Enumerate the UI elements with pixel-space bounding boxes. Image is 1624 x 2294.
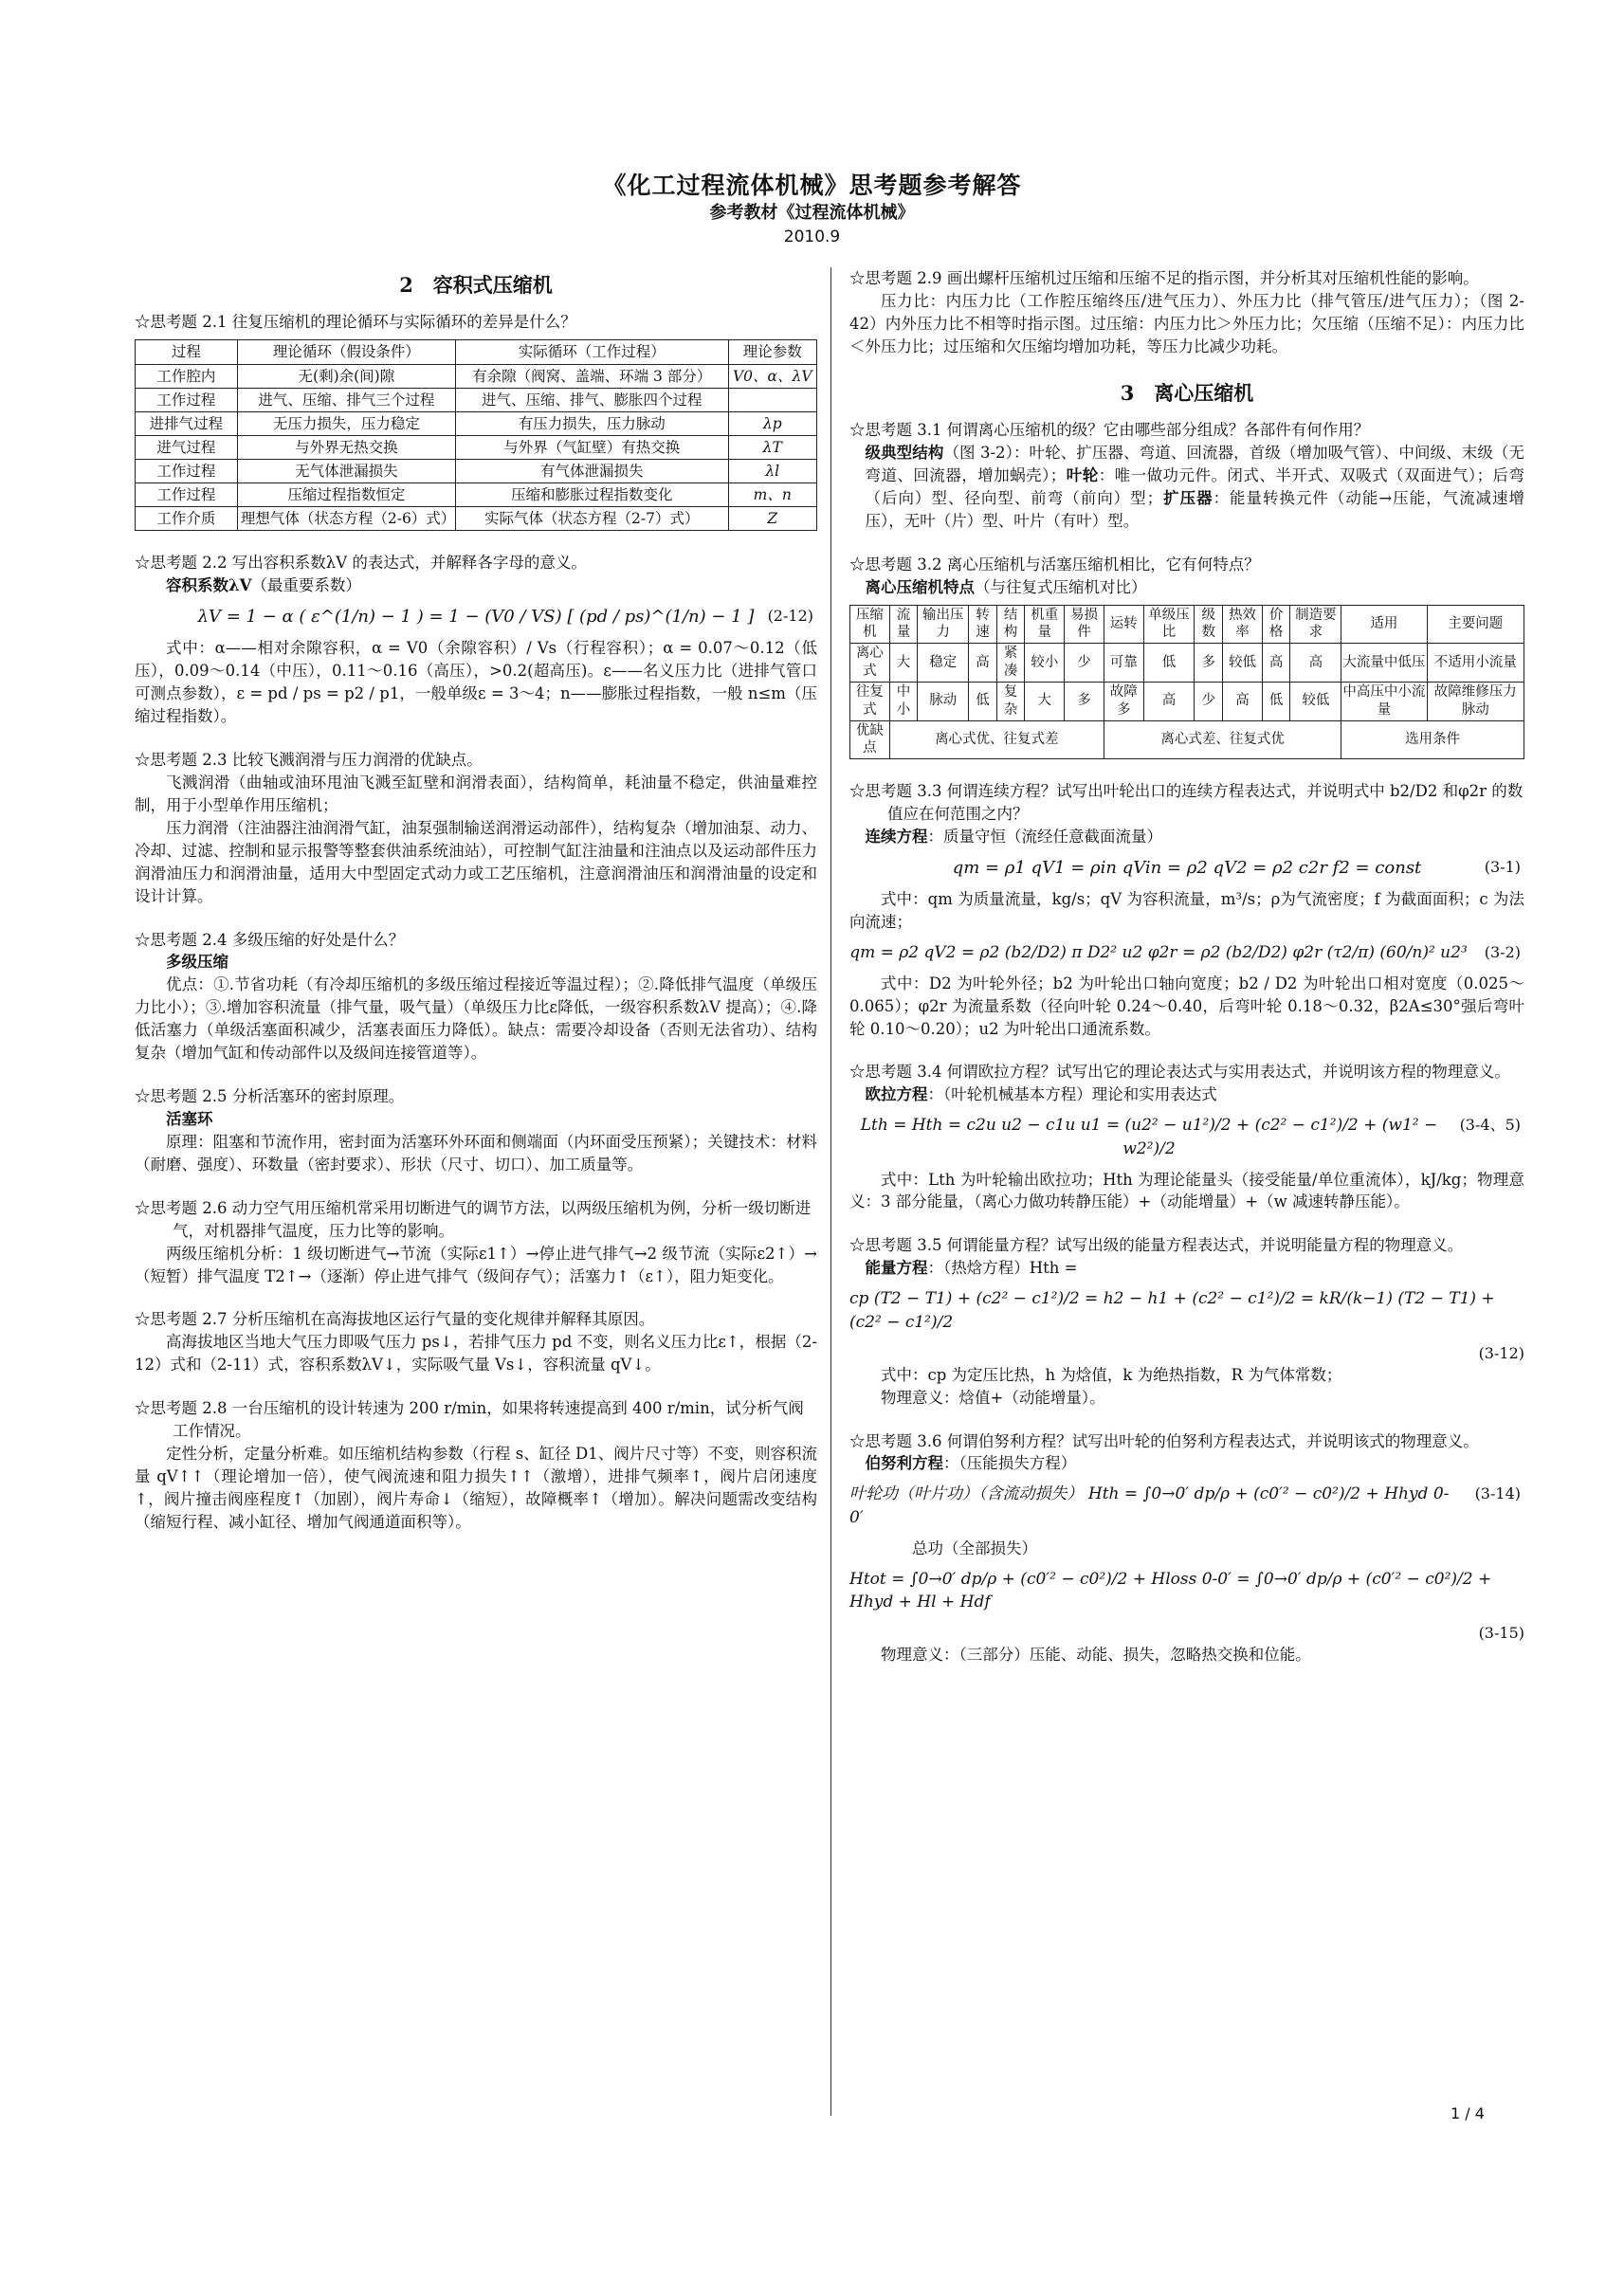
table-cell: 故障多: [1104, 682, 1143, 720]
table-row: [136, 388, 817, 411]
table-header-cell: 易损件: [1065, 605, 1104, 644]
table-row: [136, 435, 817, 459]
table-cell: 高: [1223, 682, 1263, 720]
paragraph-fragment: （图 3-2）：叶轮、扩压器、弯道、回流器，首级（增加吸气管）、中间级、末级（无弯道、回流器，增加蜗壳）；: [865, 444, 1524, 484]
table-cell: 离心式优、往复式差: [889, 720, 1104, 759]
table-cell: 离心式: [850, 644, 890, 683]
table-cell: 优缺点: [850, 720, 890, 759]
table-row: [136, 364, 817, 388]
formula-text: qm = ρ2 qV2 = ρ2 (b2/D2) π D2² u2 φ2r = ρ2 (b2/D2) φ2r (τ2/π) (60/n)² u2³: [849, 943, 1468, 963]
equation-number: (3-14): [1474, 1484, 1521, 1503]
table-cell: 复杂: [996, 682, 1025, 720]
keyword: 扩压器: [1162, 488, 1213, 507]
question-2-5: [135, 1085, 817, 1176]
table-header-cell: 适用: [1341, 605, 1427, 644]
table-header-cell: 理论参数: [728, 340, 816, 364]
table-cell: 进气、压缩、排气三个过程: [237, 388, 455, 411]
table-row: [850, 682, 1524, 720]
question-2-3: [135, 749, 817, 907]
table-header-cell: 主要问题: [1427, 605, 1524, 644]
table-cell: 有气体泄漏损失: [455, 460, 728, 483]
table-cell: 故障维修压力脉动: [1427, 682, 1524, 720]
table-header-cell: 压缩机: [850, 605, 890, 644]
question-text: ☆思考题 2.5 分析活塞环的密封原理。: [135, 1087, 405, 1106]
paragraph: 物理意义：焓值+（动能增量）。: [881, 1388, 1105, 1407]
table-cell: 少: [1195, 682, 1223, 720]
table-cell: 工作过程: [136, 483, 238, 507]
question-text: ☆思考题 2.1 往复压缩机的理论循环与实际循环的差异是什么？: [135, 313, 576, 332]
paragraph-fragment: ：唯一做功元件。闭式、半开式、双吸式（双面进气）；后弯（后向）型、径向型、前弯（前向）型；: [865, 465, 1525, 507]
table-header-cell: 理论循环（假设条件）: [237, 340, 455, 364]
document-subtitle: 参考教材《过程流体机械》: [709, 203, 915, 223]
table-cell: 工作腔内: [136, 364, 238, 388]
table-cell: 少: [1065, 644, 1104, 683]
keyword: 活塞环: [166, 1110, 213, 1129]
table-cell: λl: [728, 460, 816, 483]
table-cell: 大流量中低压: [1341, 644, 1427, 683]
formula-3-14: [849, 1483, 1524, 1529]
question-2-8: [135, 1397, 817, 1534]
question-text: ☆思考题 2.7 分析压缩机在高海拔地区运行气量的变化规律并解释其原因。: [135, 1310, 655, 1329]
question-2-1: [135, 311, 817, 531]
paragraph: 原理：阻塞和节流作用，密封面为活塞环外环面和侧端面（内环面受压预紧）；关键技术：材料（耐磨、强度）、环数量（密封要求）、形状（尺寸、切口）、加工质量等。: [135, 1132, 817, 1174]
table-cell: 压缩过程指数恒定: [237, 483, 455, 507]
table-cell: 工作介质: [136, 507, 238, 531]
equation-number: (3-2): [1484, 943, 1521, 962]
table-cell: 有余隙（阀窝、盖端、环端 3 部分）: [455, 364, 728, 388]
question-3-6: [849, 1430, 1524, 1666]
page-number: 1 / 4: [1451, 2104, 1485, 2122]
table-header-cell: 机重量: [1025, 605, 1065, 644]
table-header-cell: 转速: [969, 605, 997, 644]
table-cell: 多: [1195, 644, 1223, 683]
right-column: [849, 267, 1524, 1687]
table-cell: 中高压中小流量: [1341, 682, 1427, 720]
keyword: 伯努利方程: [865, 1454, 943, 1473]
question-3-5: [849, 1234, 1524, 1409]
table-cell: 低: [969, 682, 997, 720]
keyword: 多级压缩: [166, 953, 228, 972]
table-cell: Z: [728, 507, 816, 531]
table-cell: λp: [728, 411, 816, 435]
table-cell: 往复式: [850, 682, 890, 720]
paragraph: 式中：α——相对余隙容积，α = V0（余隙容积）/ Vs（行程容积）；α = 0.07～0.12（低压），0.09～0.14（中压），0.11～0.16（高压），>0.2(超高压)。ε——名义压力比（进排气管口可测点参数），ε = pd / ps = p2 / p1，一般单级ε = 3～4；n——膨胀过程指数，一般 n≤m（压缩过程指数）。: [135, 639, 817, 726]
table-header-cell: 结构: [996, 605, 1025, 644]
table-cell: 高: [969, 644, 997, 683]
formula-2-12: [135, 605, 817, 629]
table-row: [136, 507, 817, 531]
question-2-6: [135, 1197, 817, 1288]
question-3-4: [849, 1061, 1524, 1213]
table-cell: 较低: [1223, 644, 1263, 683]
formula-text: qm = ρ1 qV1 = ρin qVin = ρ2 qV2 = ρ2 c2r f2 = const: [952, 858, 1422, 879]
table-header-row: [136, 340, 817, 364]
question-text: ☆思考题 2.4 多级压缩的好处是什么？: [135, 930, 405, 949]
question-text: ☆思考题 2.9 画出螺杆压缩机过压缩和压缩不足的指示图，并分析其对压缩机性能的影响。: [849, 269, 1479, 287]
question-text: ☆思考题 2.6 动力空气用压缩机常采用切断进气的调节方法，以两级压缩机为例，分析一级切断进气，对机器排气温度，压力比等的影响。: [135, 1198, 812, 1240]
table-cell: 无气体泄漏损失: [237, 460, 455, 483]
equation-number: (2-12): [767, 607, 813, 626]
question-2-4: [135, 929, 817, 1065]
keyword-note: （与往复式压缩机对比）: [975, 577, 1147, 596]
table-cell: 选用条件: [1341, 720, 1524, 759]
table-cell: 低: [1262, 682, 1290, 720]
paragraph: 式中：cp 为定压比热，h 为焓值，k 为绝热指数，R 为气体常数；: [881, 1365, 1342, 1384]
table-header-cell: 热效率: [1223, 605, 1263, 644]
paragraph: 物理意义：（三部分）压能、动能、损失，忽略热交换和位能。: [881, 1646, 1311, 1665]
left-column: [135, 267, 817, 1555]
question-3-3: [849, 780, 1524, 1040]
paragraph: 压力比：内压力比（工作腔压缩终压/进气压力）、外压力比（排气管压/进气压力）；（图 2-42）内外压力比不相等时指示图。过压缩：内压力比＞外压力比；欠压缩（压缩不足）：内压力比＜外压力比；过压缩和欠压缩均增加功耗，等压力比减少功耗。: [849, 291, 1524, 355]
table-cell: 高: [1262, 644, 1290, 683]
question-3-1: [849, 419, 1524, 533]
keyword-note: ：质量守恒（流经任意截面流量）: [927, 828, 1162, 847]
paragraph: 式中：Lth 为叶轮输出欧拉功；Hth 为理论能量头（接受能量/单位重流体），kJ/kg；物理意义：3 部分能量，（离心力做功转静压能）+（动能增量）+（w 减速转静压能）。: [849, 1170, 1524, 1211]
document-date: 2010.9: [783, 228, 841, 246]
table-cell: 工作过程: [136, 388, 238, 411]
paragraph: 压力润滑（注油器注油润滑气缸，油泵强制输送润滑运动部件），结构复杂（增加油泵、动力、冷却、过滤、控制和显示报警等整套供油系统油站），可控制气缸注油量和注油点以及运动部件压力润滑油压力和润滑油量，适用大中型固定式动力或工艺压缩机，注意润滑油压和润滑油量的设定和设计计算。: [135, 818, 817, 905]
keyword: 连续方程: [865, 828, 928, 847]
keyword: 欧拉方程: [865, 1085, 928, 1104]
cycle-comparison-table: [135, 339, 817, 531]
question-text: ☆思考题 3.5 何谓能量方程？试写出级的能量方程表达式，并说明能量方程的物理意义。: [849, 1236, 1464, 1255]
formula-text: λV = 1 − α ( ε^(1/n) − 1 ) = 1 − (V0 / VS) [ (pd / ps)^(1/n) − 1 ]: [197, 607, 755, 628]
table-cell: 可靠: [1104, 644, 1143, 683]
question-text: ☆思考题 2.8 一台压缩机的设计转速为 200 r/min，如果将转速提高到 400 r/min，试分析气阀工作情况。: [135, 1399, 804, 1441]
question-text: ☆思考题 2.2 写出容积系数λV 的表达式，并解释各字母的意义。: [135, 554, 587, 573]
table-cell: 脉动: [918, 682, 969, 720]
formula-3-1: [849, 856, 1524, 881]
question-text: ☆思考题 3.1 何谓离心压缩机的级？它由哪些部分组成？各部件有何作用？: [849, 421, 1370, 440]
question-3-2: [849, 554, 1524, 760]
paragraph: 高海拔地区当地大气压力即吸气压力 ps↓，若排气压力 pd 不变，则名义压力比ε↑，根据（2-12）式和（2-11）式，容积系数λV↓，实际吸气量 Vs↓，容积流量 qV↓。: [135, 1333, 817, 1375]
equation-number: (3-1): [1484, 858, 1521, 877]
table-header-cell: 实际循环（工作过程）: [455, 340, 728, 364]
table-cell: 无(剩)余(间)隙: [237, 364, 455, 388]
formula-text: Lth = Hth = c2u u2 − c1u u1 = (u2² − u1²)/2 + (c2² − c1²)/2 + (w1² − w2²)/2: [860, 1116, 1438, 1158]
subheading: 总功（全部损失）: [912, 1538, 1037, 1557]
formula-text: cp (T2 − T1) + (c2² − c1²)/2 = h2 − h1 + (c2² − c1²)/2 = kR/(k−1) (T2 − T1) + (c2² − c1²)/2: [849, 1289, 1495, 1332]
column-divider: [830, 267, 831, 2116]
table-header-cell: 制造要求: [1290, 605, 1341, 644]
table-cell: λT: [728, 435, 816, 459]
table-cell: 实际气体（状态方程（2-7）式）: [455, 507, 728, 531]
table-cell: V0、α、λV: [728, 364, 816, 388]
table-cell: 无压力损失，压力稳定: [237, 411, 455, 435]
table-cell: 紧凑: [996, 644, 1025, 683]
keyword: 叶轮: [1066, 465, 1099, 484]
paragraph: 式中：qm 为质量流量，kg/s；qV 为容积流量，m³/s；ρ为气流密度；f 为截面面积；c 为法向流速；: [849, 890, 1524, 932]
table-cell: 较小: [1025, 644, 1065, 683]
question-text: ☆思考题 3.2 离心压缩机与活塞压缩机相比，它有何特点？: [849, 555, 1260, 574]
table-cell: 与外界（气缸壁）有热交换: [455, 435, 728, 459]
paragraph: 定性分析，定量分析难。如压缩机结构参数（行程 s、缸径 D1、阀片尺寸等）不变，则容积流量 qV↑↑（理论增加一倍），使气阀流速和阻力损失↑↑（激增），进排气频率↑，阀片启闭速度↑，阀片撞击阀座程度↑（加剧），阀片寿命↓（缩短），故障概率↑（增加）。解决问题需改变结构（缩短行程、减小缸径、增加气阀通道面积等）。: [135, 1445, 817, 1531]
table-header-cell: 过程: [136, 340, 238, 364]
keyword: 容积系数λV: [166, 576, 252, 595]
table-row: [136, 411, 817, 435]
table-cell: 低: [1143, 644, 1195, 683]
keyword-note: ：（叶轮机械基本方程）理论和实用表达式: [927, 1085, 1217, 1104]
table-cell: m、n: [728, 483, 816, 507]
keyword-note: ：（热焓方程）Hth =: [927, 1259, 1078, 1278]
formula-3-4: [849, 1114, 1524, 1160]
question-2-2: [135, 552, 817, 728]
table-cell: 大: [1025, 682, 1065, 720]
table-header-cell: 级数: [1195, 605, 1223, 644]
document-title: 《化工过程流体机械》思考题参考解答: [602, 172, 1022, 199]
section-heading-3: 3 离心压缩机: [1120, 380, 1254, 405]
formula-3-2: [849, 941, 1524, 965]
formula-3-12: [849, 1287, 1524, 1334]
question-text: ☆思考题 3.4 何谓欧拉方程？试写出它的理论表达式与实用表达式，并说明该方程的物理意义。: [849, 1063, 1510, 1082]
equation-number: (3-4、5): [1459, 1116, 1521, 1135]
table-row: [136, 483, 817, 507]
keyword: 离心压缩机特点: [865, 577, 975, 596]
table-cell: 离心式差、往复式优: [1104, 720, 1341, 759]
paragraph-fragment: ：能量转换元件（动能→压能，气流减速增压），无叶（片）型、叶片（有叶）型。: [865, 488, 1525, 530]
formula-text: Htot = ∫0→0′ dp/ρ + (c0′² − c0²)/2 + Hloss 0-0′ = ∫0→0′ dp/ρ + (c0′² − c0²)/2 + Hhyd + Hl + Hdf: [849, 1569, 1492, 1612]
table-cell: 较低: [1290, 682, 1341, 720]
table-row: [850, 644, 1524, 683]
table-cell: 压缩和膨胀过程指数变化: [455, 483, 728, 507]
table-cell: 工作过程: [136, 460, 238, 483]
table-row: [850, 720, 1524, 759]
paragraph: 飞溅润滑（曲轴或油环甩油飞溅至缸壁和润滑表面），结构简单，耗油量不稳定，供油量难控制，用于小型单作用压缩机；: [135, 774, 817, 814]
section-heading-2: 2 容积式压缩机: [399, 273, 553, 297]
paragraph: 两级压缩机分析：1 级切断进气→节流（实际ε1↑）→停止进气排气→2 级节流（实际ε2↑）→（短暂）排气温度 T2↑→（逐渐）停止进气排气（级间存气）；活塞力↑（ε↑），阻力矩变化。: [135, 1244, 817, 1285]
table-cell: 进气、压缩、排气、膨胀四个过程: [455, 388, 728, 411]
table-header-cell: 价格: [1262, 605, 1290, 644]
table-cell: 进气过程: [136, 435, 238, 459]
table-cell: 与外界无热交换: [237, 435, 455, 459]
table-cell: 中小: [889, 682, 918, 720]
table-cell: 理想气体（状态方程（2-6）式）: [237, 507, 455, 531]
paragraph: 式中：D2 为叶轮外径；b2 为叶轮出口轴向宽度；b2 / D2 为叶轮出口相对宽度（0.025～0.065）；φ2r 为流量系数（径向叶轮 0.24～0.40，后弯叶轮 0.18～0.32，β2A≤30°强后弯叶轮 0.10～0.20）；u2 为叶轮出口通流系数。: [849, 974, 1524, 1038]
table-header-cell: 流量: [889, 605, 918, 644]
keyword: 级典型结构: [865, 444, 944, 463]
formula-text: 叶轮功（叶片功）（含流动损失） Hth = ∫0→0′ dp/ρ + (c0′² − c0²)/2 + Hhyd 0-0′: [849, 1484, 1450, 1528]
equation-number: (3-15): [1478, 1623, 1524, 1642]
question-2-9: [849, 267, 1524, 358]
table-cell: 高: [1143, 682, 1195, 720]
table-header-cell: 单级压比: [1143, 605, 1195, 644]
question-text: ☆思考题 2.3 比较飞溅润滑与压力润滑的优缺点。: [135, 751, 483, 770]
keyword-note: ：（压能损失方程）: [943, 1454, 1077, 1473]
table-cell: 不适用小流量: [1427, 644, 1524, 683]
table-cell: 稳定: [918, 644, 969, 683]
table-header-cell: 运转: [1104, 605, 1143, 644]
table-row: [136, 460, 817, 483]
table-cell: 进排气过程: [136, 411, 238, 435]
table-cell: 多: [1065, 682, 1104, 720]
compressor-comparison-table: [849, 605, 1524, 760]
keyword-note: （最重要系数）: [251, 576, 361, 595]
equation-number: (3-12): [1478, 1343, 1524, 1362]
table-header-cell: 输出压力: [918, 605, 969, 644]
table-cell: 高: [1290, 644, 1341, 683]
paragraph: 优点：①.节省功耗（有冷却压缩机的多级压缩过程接近等温过程）；②.降低排气温度（单级压力比小）；③.增加容积流量（排气量，吸气量）（单级压力比ε降低，一级容积系数λV 提高）；④.降低活塞力（单级活塞面积减少，活塞表面压力降低）。缺点：需要冷却设备（否则无法省功）、结构复杂（增加气缸和传动部件以及级间连接管道等）。: [135, 975, 817, 1063]
question-2-7: [135, 1308, 817, 1376]
table-cell: [728, 388, 816, 411]
formula-3-15: [849, 1568, 1524, 1614]
question-text: ☆思考题 3.6 何谓伯努利方程？试写出叶轮的伯努利方程表达式，并说明该式的物理意义。: [849, 1431, 1479, 1450]
table-header-row: [850, 605, 1524, 644]
question-text: ☆思考题 3.3 何谓连续方程？试写出叶轮出口的连续方程表达式，并说明式中 b2/D2 和φ2r 的数值应在何范围之内？: [849, 782, 1524, 824]
table-cell: 有压力损失，压力脉动: [455, 411, 728, 435]
keyword: 能量方程: [865, 1259, 928, 1278]
table-cell: 大: [889, 644, 918, 683]
